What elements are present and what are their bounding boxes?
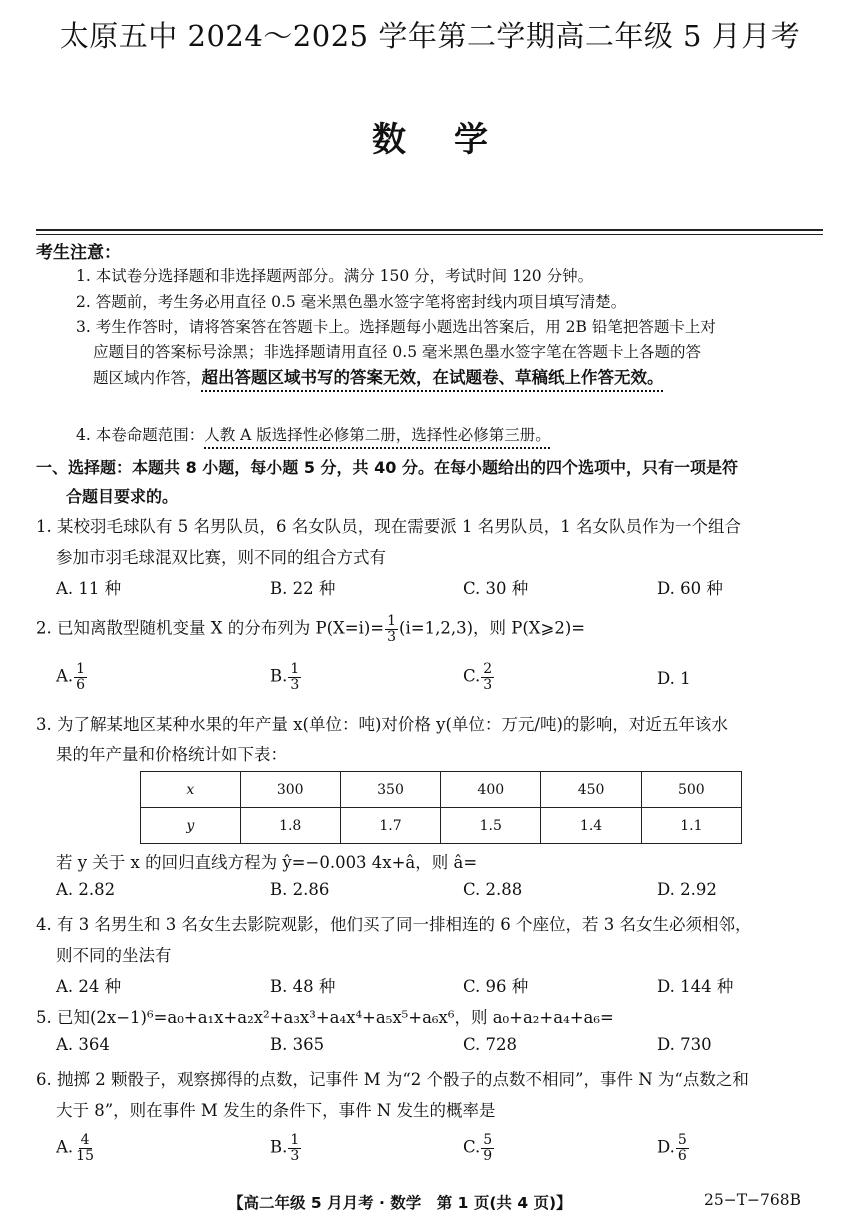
table-row-x <box>141 772 742 808</box>
notice-item-1: 1. 本试卷分选择题和非选择题两部分。满分 150 分，考试时间 120 分钟。 <box>76 267 594 285</box>
table-header-y <box>141 808 241 844</box>
section-heading: 一、选择题：本题共 8 小题，每小题 5 分，共 40 分。在每小题给出的四个选项中，只有一项是符 <box>36 458 738 477</box>
table-cell: 500 <box>641 772 741 808</box>
question-1-option-d: D. 60 种 <box>657 579 723 598</box>
paper-code: 25−T−768B <box>704 1191 802 1209</box>
question-5-option-d: D. 730 <box>657 1035 712 1054</box>
table-cell: 1.1 <box>641 808 741 844</box>
notice-item-3-line-2: 应题目的答案标号涂黑；非选择题请用直径 0.5 毫米黑色墨水签字笔在答题卡上各题的答 <box>93 343 702 361</box>
question-3-stem-line-2: 果的年产量和价格统计如下表： <box>56 745 287 764</box>
divider-thin <box>36 234 823 235</box>
fraction-numerator: 5 <box>677 1132 687 1148</box>
table-header-y-label: y <box>186 817 195 834</box>
table-header-x <box>141 772 241 808</box>
table-cell: 1.7 <box>340 808 440 844</box>
notice-item-4-scope: 人教 A 版选择性必修第二册，选择性必修第三册。 <box>204 426 551 444</box>
question-6-option-b <box>270 1133 302 1163</box>
question-1-option-b: B. 22 种 <box>270 579 336 598</box>
fraction-denominator: 3 <box>483 676 493 693</box>
question-1-stem: 1. 某校羽毛球队有 5 名男队员，6 名女队员，现在需要派 1 名男队员，1 名女队员作为一个组合 <box>36 517 741 536</box>
table-cell: 1.4 <box>541 808 641 844</box>
question-1-option-c: C. 30 种 <box>463 579 529 598</box>
option-fraction <box>288 1133 301 1163</box>
table-cell: 350 <box>340 772 440 808</box>
fraction-denominator: 15 <box>76 1147 94 1164</box>
question-2-stem-pre: 2. 已知离散型随机变量 X 的分布列为 P(X=i)= <box>36 618 385 638</box>
notice-emphasis: 超出答题区域书写的答案无效，在试题卷、草稿纸上作答无效。 <box>201 368 664 387</box>
option-fraction <box>481 662 494 692</box>
table-cell: 400 <box>441 772 541 808</box>
question-4-option-b: B. 48 种 <box>270 977 336 996</box>
question-4-option-a: A. 24 种 <box>56 977 122 996</box>
question-3-option-a: A. 2.82 <box>56 880 116 899</box>
table-header-x-label: x <box>186 781 195 798</box>
option-fraction <box>676 1133 689 1163</box>
question-3-stem: 3. 为了解某地区某种水果的年产量 x(单位：吨)对价格 y(单位：万元/吨)的影响，对近五年该水 <box>36 715 728 734</box>
question-2-fraction <box>385 614 398 644</box>
fraction-denominator: 9 <box>483 1147 493 1164</box>
data-table <box>140 771 742 844</box>
question-3-regression: 若 y 关于 x 的回归直线方程为 ŷ=−0.003 4x+â，则 â= <box>56 853 478 872</box>
notice-item-3: 3. 考生作答时，请将答案答在答题卡上。选择题每小题选出答案后，用 2B 铅笔把答题卡上对 <box>76 318 716 336</box>
question-1-stem-line-2: 参加市羽毛球混双比赛，则不同的组合方式有 <box>56 548 386 567</box>
fraction-numerator: 1 <box>290 661 300 677</box>
page-footer: 【高二年级 5 月月考 · 数学 第 1 页(共 4 页)】 <box>228 1194 572 1212</box>
question-4-stem: 4. 有 3 名男生和 3 名女生去影院观影，他们买了同一排相连的 6 个座位，若 3 名女生必须相邻， <box>36 915 752 934</box>
fraction-denominator: 6 <box>677 1147 687 1164</box>
question-6-option-d <box>657 1133 690 1163</box>
question-5-option-a: A. 364 <box>56 1035 110 1054</box>
notice-item-3-line-3 <box>93 364 664 388</box>
notice-item-4 <box>76 423 551 445</box>
fraction-denominator: 6 <box>76 676 86 693</box>
notice-item-2: 2. 答题前，考生务必用直径 0.5 毫米黑色墨水签字笔将密封线内项目填写清楚。 <box>76 293 627 311</box>
table-cell: 1.8 <box>240 808 340 844</box>
fraction-numerator: 2 <box>483 661 493 677</box>
option-fraction <box>481 1133 494 1163</box>
fraction-numerator: 5 <box>483 1132 493 1148</box>
option-label: C. <box>463 666 481 686</box>
question-5-stem: 5. 已知(2x−1)⁶=a₀+a₁x+a₂x²+a₃x³+a₄x⁴+a₅x⁵+a₆x⁶，则 a₀+a₂+a₄+a₆= <box>36 1008 614 1027</box>
question-6-stem-line-2: 大于 8”，则在事件 M 发生的条件下，事件 N 发生的概率是 <box>56 1101 496 1120</box>
notice-item-4-label: 4. 本卷命题范围： <box>76 426 205 444</box>
question-5-option-c: C. 728 <box>463 1035 518 1054</box>
option-fraction <box>74 1133 96 1163</box>
option-label: A. <box>56 666 74 686</box>
option-label: B. <box>270 1137 288 1157</box>
fraction-numerator: 4 <box>80 1132 90 1148</box>
option-label: A. <box>56 1137 74 1157</box>
question-4-option-d: D. 144 种 <box>657 977 734 996</box>
question-6-option-c <box>463 1133 495 1163</box>
fraction-denominator: 3 <box>290 676 300 693</box>
question-2-stem <box>36 614 585 644</box>
fraction-denominator: 3 <box>387 628 397 645</box>
section-heading-line-2: 合题目要求的。 <box>66 487 179 506</box>
table-cell: 450 <box>541 772 641 808</box>
divider-thick <box>36 229 823 231</box>
question-2-option-c <box>463 662 495 692</box>
question-3-option-d: D. 2.92 <box>657 880 717 899</box>
notice-item-3-plain: 题区域内作答， <box>93 369 202 387</box>
question-2-option-b <box>270 662 302 692</box>
question-1-option-a: A. 11 种 <box>56 579 122 598</box>
fraction-numerator: 1 <box>387 613 397 629</box>
question-4-stem-line-2: 则不同的坐法有 <box>56 946 172 965</box>
fraction-numerator: 1 <box>290 1132 300 1148</box>
question-2-option-d: D. 1 <box>657 669 691 688</box>
question-5-option-b: B. 365 <box>270 1035 325 1054</box>
exam-title: 太原五中 2024～2025 学年第二学期高二年级 5 月月考 <box>59 19 801 53</box>
question-6-stem: 6. 抛掷 2 颗骰子，观察掷得的点数，记事件 M 为“2 个骰子的点数不相同”，事件 N 为“点数之和 <box>36 1070 749 1089</box>
table-cell: 300 <box>240 772 340 808</box>
option-label: B. <box>270 666 288 686</box>
question-6-option-a <box>56 1133 97 1163</box>
table-cell: 1.5 <box>441 808 541 844</box>
option-label: D. <box>657 1137 675 1157</box>
option-fraction <box>288 662 301 692</box>
question-3-option-c: C. 2.88 <box>463 880 523 899</box>
notice-heading: 考生注意： <box>36 243 121 263</box>
question-4-option-c: C. 96 种 <box>463 977 529 996</box>
subject-title: 数学 <box>372 120 536 160</box>
question-2-option-a <box>56 662 88 692</box>
fraction-numerator: 1 <box>76 661 86 677</box>
table-row-y <box>141 808 742 844</box>
option-fraction <box>74 662 87 692</box>
question-3-option-b: B. 2.86 <box>270 880 330 899</box>
question-2-stem-post: (i=1,2,3)，则 P(X⩾2)= <box>399 618 586 638</box>
fraction-denominator: 3 <box>290 1147 300 1164</box>
option-label: C. <box>463 1137 481 1157</box>
